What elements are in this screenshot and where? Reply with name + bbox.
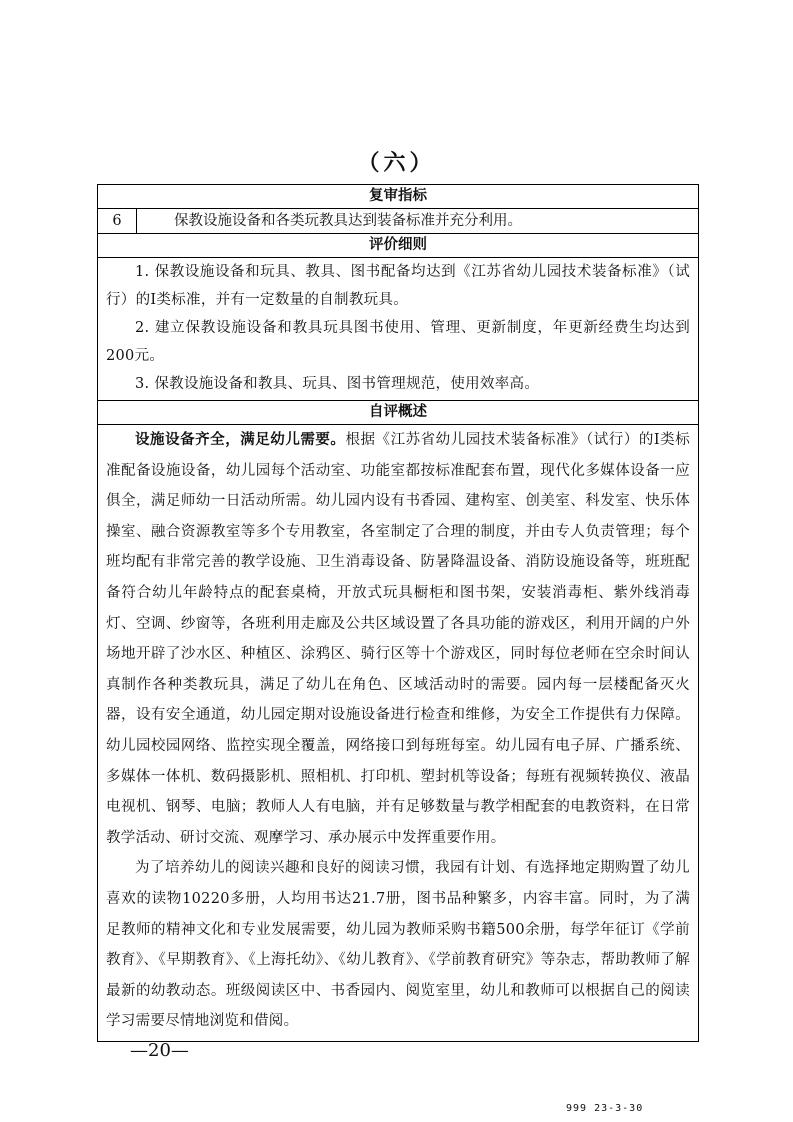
section-title: （六）: [357, 151, 436, 176]
evaluation-table: [97, 184, 699, 1042]
criteria-item-2: 2. 建立保教设施设备和教具玩具图书使用、管理、更新制度，年更新经费生均达到200元。: [106, 320, 690, 364]
criteria-item-1: 1. 保教设施设备和玩具、教具、图书配备均达到《江苏省幼儿园技术装备标准》（试行）的Ⅰ类标准，并有一定数量的自制教玩具。: [106, 264, 690, 308]
evaluation-details-cell: [98, 258, 699, 401]
evaluation-details-header: 评价细则: [98, 234, 699, 258]
self-evaluation-header: 自评概述: [98, 401, 699, 425]
self-evaluation-cell: [98, 425, 699, 1042]
review-indicator-row: [98, 209, 699, 234]
summary-paragraph-1: [98, 425, 698, 853]
indicator-text: 保教设施设备和各类玩教具达到装备标准并充分利用。: [137, 209, 699, 234]
summary-paragraph-1-body: 根据《江苏省幼儿园技术装备标准》（试行）的Ⅰ类标准配备设施设备，幼儿园每个活动室、功能室都按标准配套布置，现代化多媒体设备一应俱全，满足师幼一日活动所需。幼儿园内设有书香园、建构室、创美室、科发室、快乐体操室、融合资源教室等多个专用教室，各室制定了合理的制度，并由专人负责管理；每个班均配有非常完善的教学设施、卫生消毒设备、防暑降温设备、消防设施设备等，班班配备符合幼儿年龄特点的配套桌椅，开放式玩具橱柜和图书架，安装消毒柜、紫外线消毒灯、空调、纱窗等，各班利用走廊及公共区域设置了各具功能的游戏区，利用开阔的户外场地开辟了沙水区、种植区、涂鸦区、骑行区等十个游戏区，同时每位老师在空余时间认真制作各种类教玩具，满足了幼儿在角色、区域活动时的需要。园内每一层楼配备灭火器，设有安全通道，幼儿园定期对设施设备进行检查和维修，为安全工作提供有力保障。幼儿园校园网络、监控实现全覆盖，网络接口到每班每室。幼儿园有电子屏、广播系统、多媒体一体机、数码摄影机、照相机、打印机、塑封机等设备；每班有视频转换仪、液晶电视机、钢琴、电脑；教师人人有电脑，并有足够数量与教学相配套的电教资料，在日常教学活动、研讨交流、观摩学习、承办展示中发挥重要作用。: [106, 432, 690, 846]
summary-paragraph-2: 为了培养幼儿的阅读兴趣和良好的阅读习惯，我园有计划、有选择地定期购置了幼儿喜欢的读物10220多册，人均用书达21.7册，图书品种繁多，内容丰富。同时，为了满足教师的精神文化和专业发展需要，幼儿园为教师采购书籍500余册，每学年征订《学前教育》、《早期教育》、《上海托幼》、《幼儿教育》、《学前教育研究》等杂志，帮助教师了解最新的幼教动态。班级阅读区中、书香园内、阅览室里，幼儿和教师可以根据自己的阅读学习需要尽情地浏览和借阅。: [106, 860, 690, 1030]
review-indicator-header: 复审指标: [98, 185, 699, 209]
review-indicator-header-row: [98, 185, 699, 209]
summary-lead: 设施设备齐全，满足幼儿需要。: [135, 432, 346, 448]
evaluation-details-header-row: [98, 234, 699, 258]
self-evaluation-header-row: [98, 401, 699, 425]
page-number: —20—: [130, 1040, 189, 1061]
evaluation-details-row: [98, 258, 699, 401]
indicator-number: 6: [98, 209, 137, 234]
criteria-item-3: 3. 保教设施设备和教具、玩具、图书管理规范，使用效率高。: [135, 376, 540, 392]
print-code: 999 23-3-30: [566, 1103, 644, 1114]
self-evaluation-row: [98, 425, 699, 1042]
